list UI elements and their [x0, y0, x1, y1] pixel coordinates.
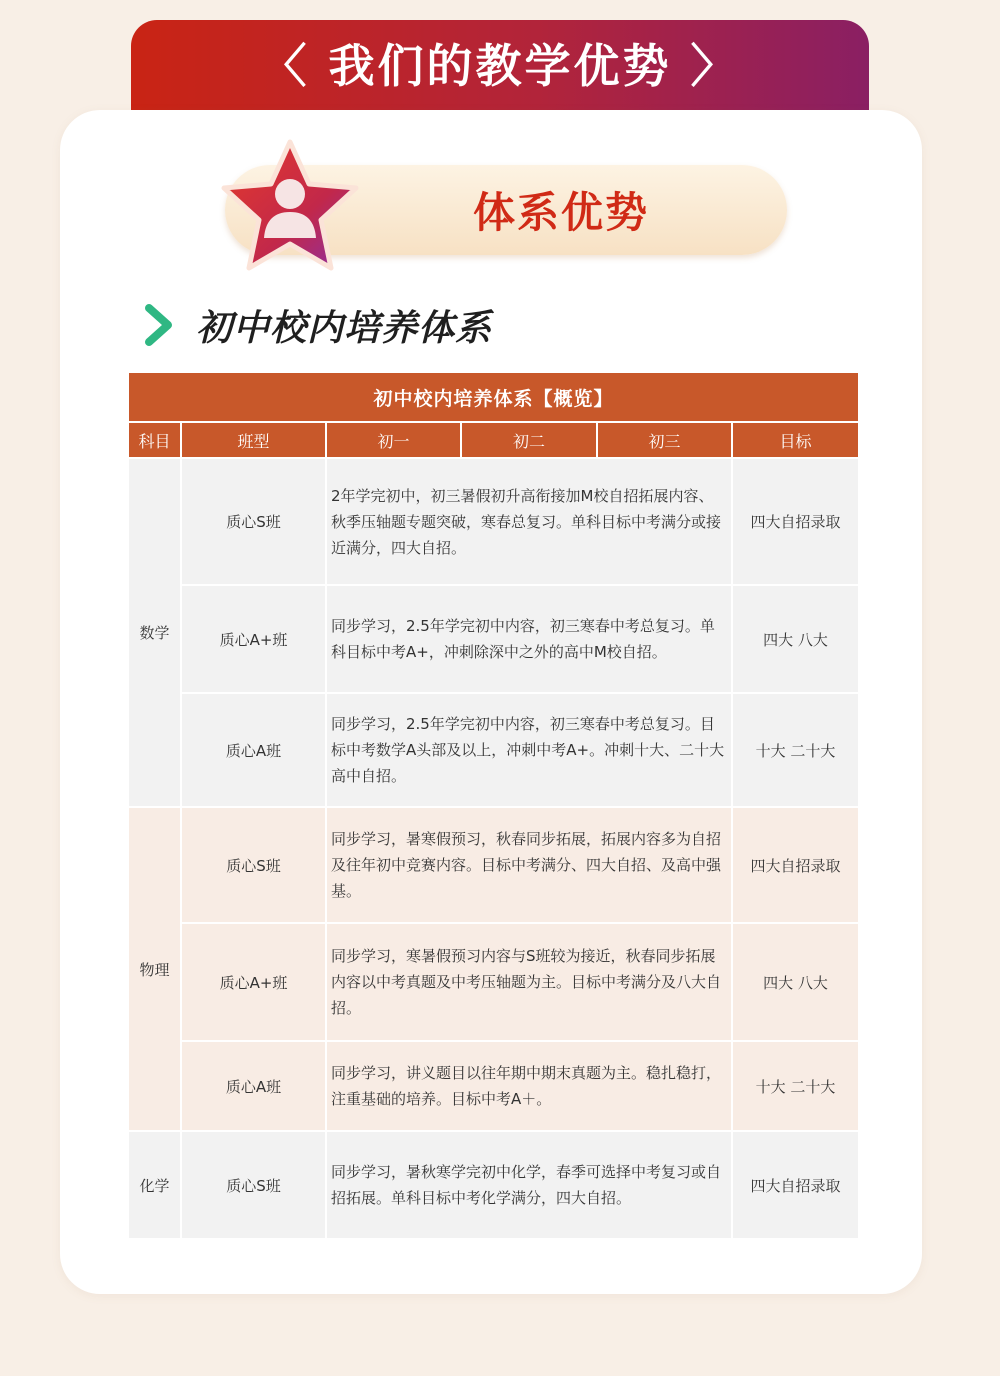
subject-cell: 化学 — [128, 1131, 181, 1239]
table-row — [128, 585, 859, 693]
header-grade-3: 初三 — [597, 422, 732, 458]
table-row — [128, 1041, 859, 1131]
class-cell: 质心S班 — [181, 807, 326, 923]
class-cell: 质心A+班 — [181, 923, 326, 1041]
subject-cell: 数学 — [128, 458, 181, 807]
description-cell: 同步学习，寒暑假预习内容与S班较为接近，秋春同步拓展内容以中考真题及中考压轴题为主。目标中考满分及八大自招。 — [326, 923, 732, 1041]
table-title-row — [128, 372, 859, 422]
class-cell: 质心S班 — [181, 1131, 326, 1239]
goal-cell: 四大自招录取 — [732, 807, 859, 923]
banner-title: 〈 我们的教学优势 〉 — [260, 39, 740, 93]
class-cell: 质心A班 — [181, 1041, 326, 1131]
class-cell: 质心A+班 — [181, 585, 326, 693]
table-title: 初中校内培养体系【概览】 — [128, 372, 859, 422]
description-cell: 同步学习，讲义题目以往年期中期末真题为主。稳扎稳打，注重基础的培养。目标中考A＋。 — [326, 1041, 732, 1131]
description-cell: 同步学习，2.5年学完初中内容，初三寒春中考总复习。目标中考数学A头部及以上，冲刺中考A+。冲刺十大、二十大高中自招。 — [326, 693, 732, 807]
badge-label: 体系优势 — [472, 188, 649, 237]
section-title: 初中校内培养体系 — [196, 308, 493, 349]
description-cell: 同步学习，2.5年学完初中内容，初三寒春中考总复习。单科目标中考A+，冲刺除深中之外的高中M校自招。 — [326, 585, 732, 693]
table-header-row — [128, 422, 859, 458]
header-grade-2: 初二 — [461, 422, 597, 458]
header-subject: 科目 — [128, 422, 181, 458]
table-row — [128, 923, 859, 1041]
goal-cell: 十大 二十大 — [732, 1041, 859, 1131]
header-grade-1: 初一 — [326, 422, 461, 458]
description-cell: 2年学完初中，初三暑假初升高衔接加M校自招拓展内容、秋季压轴题专题突破，寒春总复习。单科目标中考满分或接近满分，四大自招。 — [326, 458, 732, 585]
description-cell: 同步学习，暑秋寒学完初中化学，春季可选择中考复习或自招拓展。单科目标中考化学满分，四大自招。 — [326, 1131, 732, 1239]
subject-cell: 物理 — [128, 807, 181, 1131]
goal-cell: 四大 八大 — [732, 585, 859, 693]
table-row — [128, 1131, 859, 1239]
table-row — [128, 693, 859, 807]
goal-cell: 四大自招录取 — [732, 1131, 859, 1239]
chevron-right-icon — [144, 304, 174, 346]
star-person-icon — [218, 138, 362, 274]
class-cell: 质心S班 — [181, 458, 326, 585]
goal-cell: 四大 八大 — [732, 923, 859, 1041]
training-plan-table — [127, 371, 860, 1240]
header-goal: 目标 — [732, 422, 859, 458]
page-banner — [131, 20, 869, 120]
goal-cell: 四大自招录取 — [732, 458, 859, 585]
table-row — [128, 807, 859, 923]
class-cell: 质心A班 — [181, 693, 326, 807]
goal-cell: 十大 二十大 — [732, 693, 859, 807]
description-cell: 同步学习，暑寒假预习，秋春同步拓展，拓展内容多为自招及往年初中竞赛内容。目标中考满分、四大自招、及高中强基。 — [326, 807, 732, 923]
header-class: 班型 — [181, 422, 326, 458]
table-row — [128, 458, 859, 585]
